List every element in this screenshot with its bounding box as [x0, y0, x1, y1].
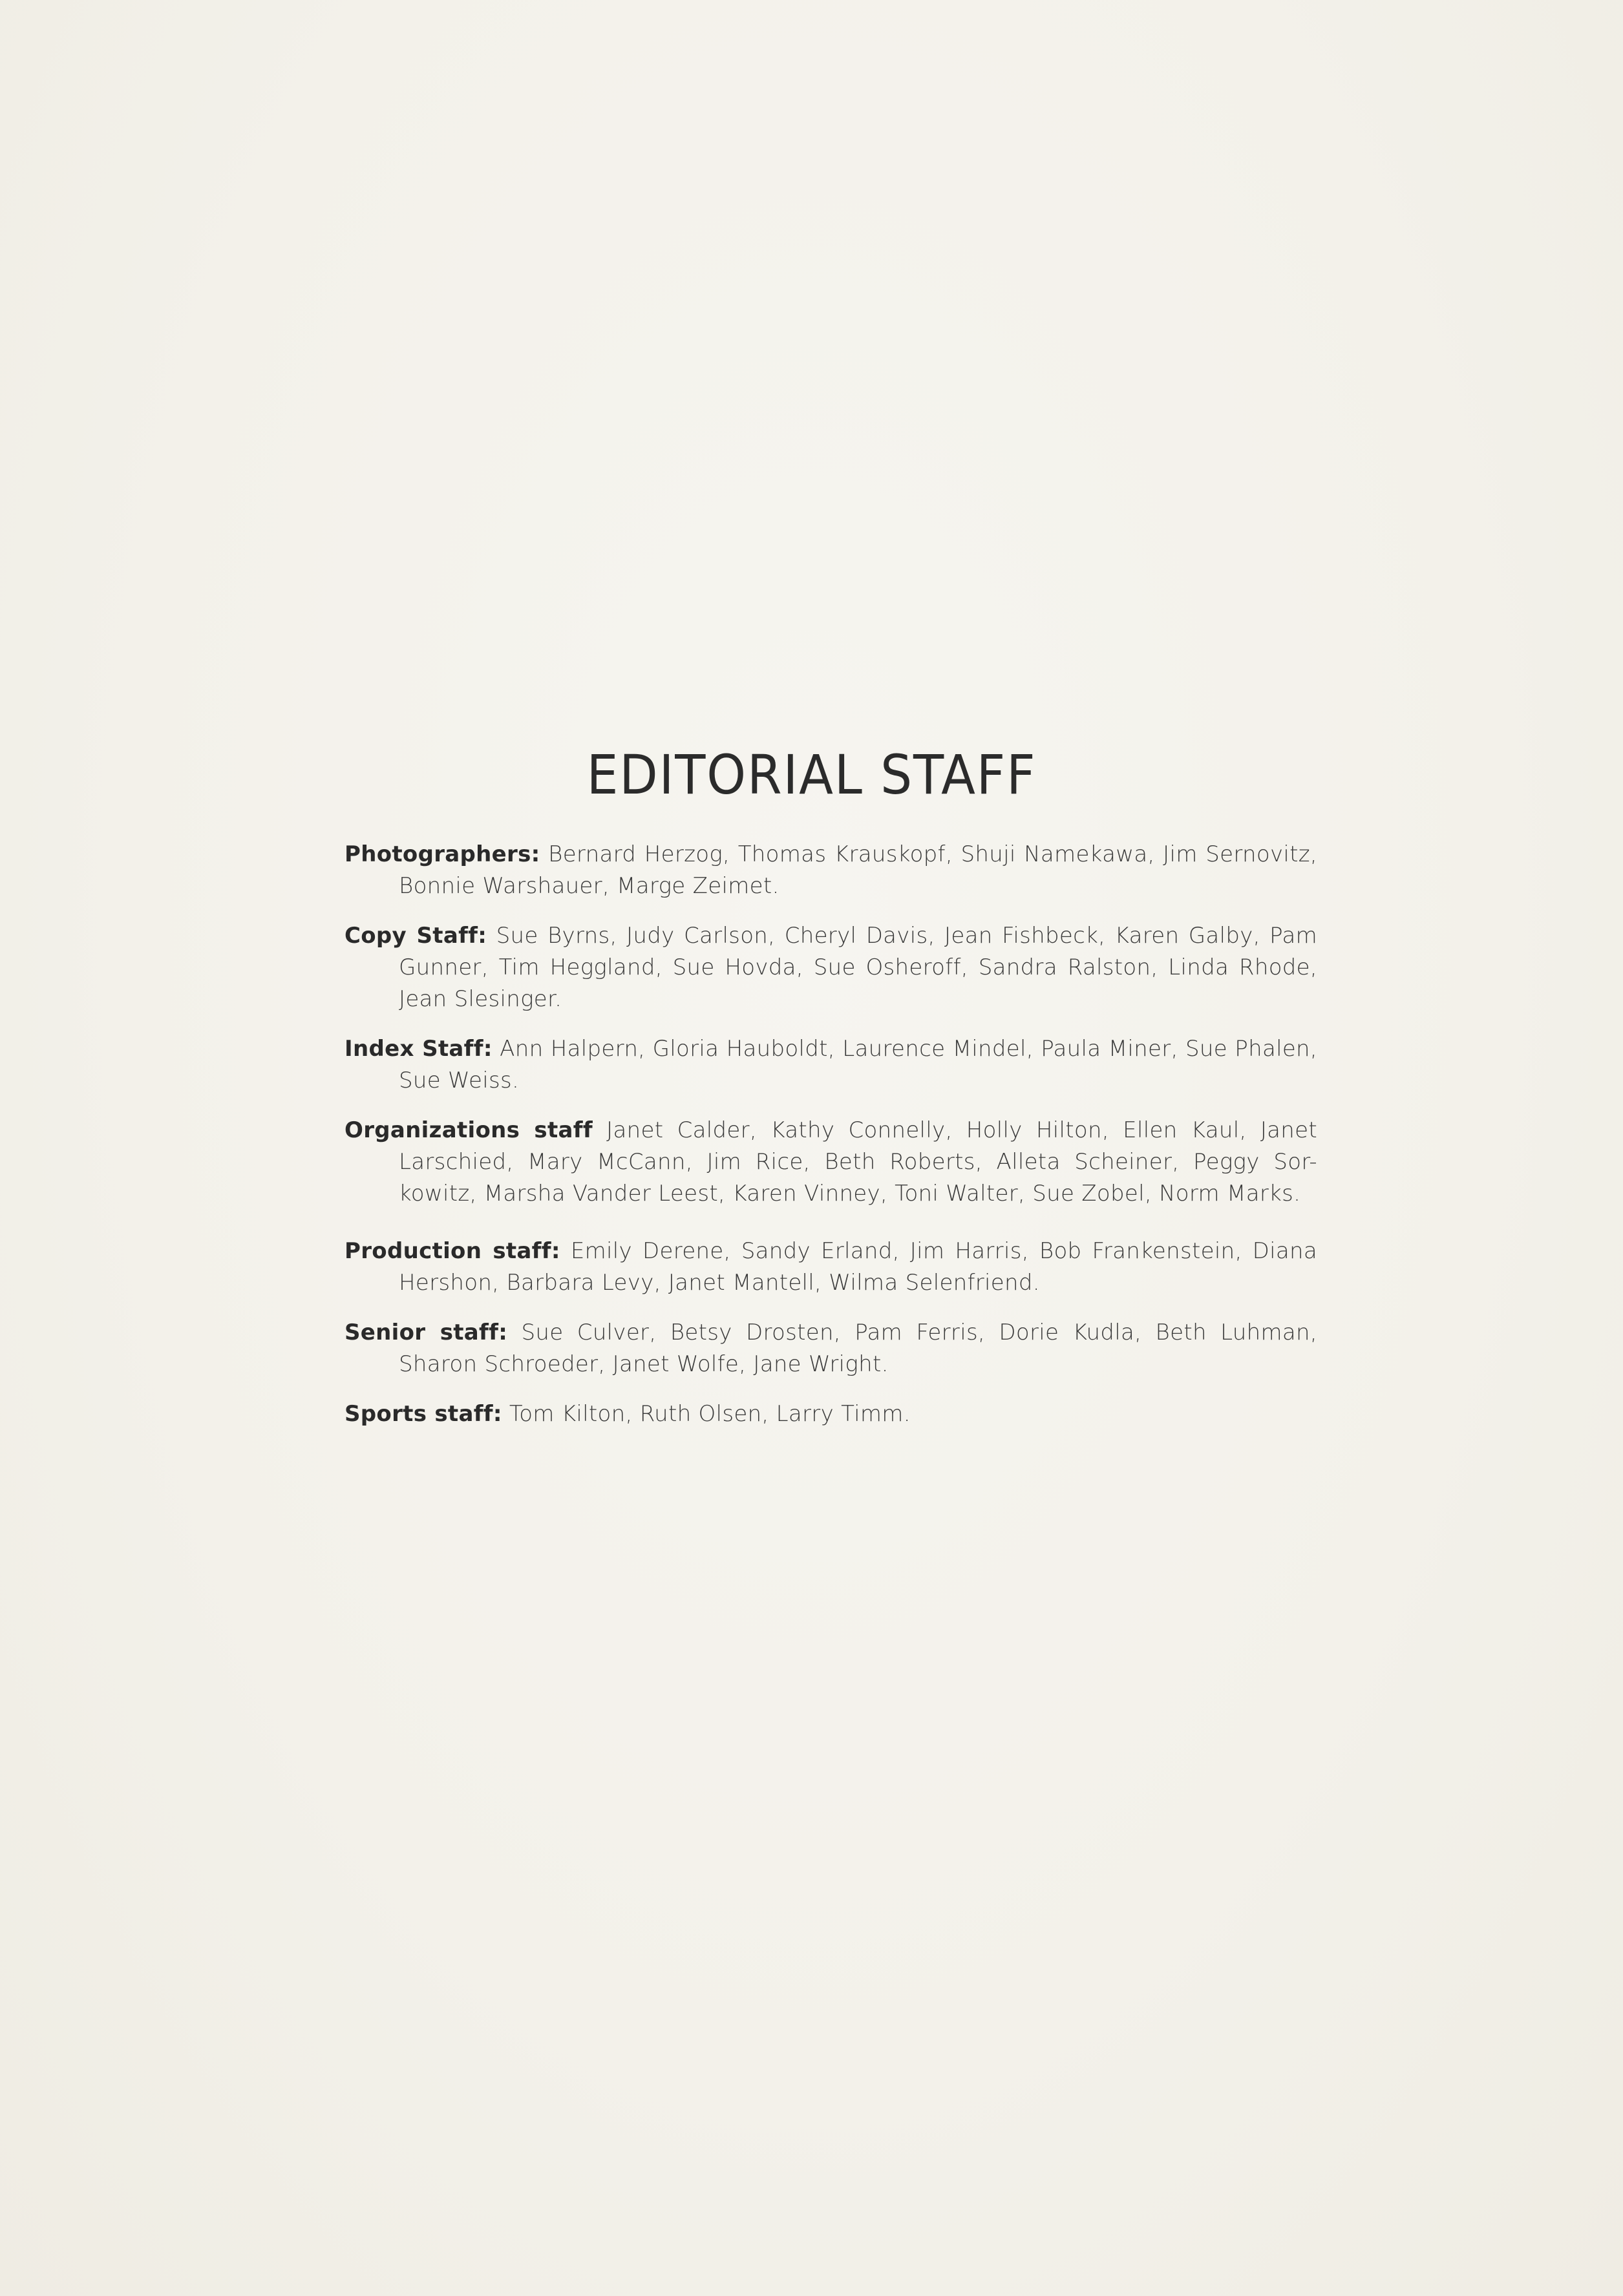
- staff-entry-label: Photographers:: [345, 841, 540, 867]
- staff-entry-label: Production staff:: [345, 1238, 560, 1264]
- staff-list: [345, 839, 1317, 1448]
- staff-entry-organizations: [345, 1115, 1317, 1210]
- staff-entry-production: [345, 1236, 1317, 1299]
- staff-entry-names: Emily Derene, Sandy Erland, Jim Harris, Bob Frankenstein, Diana Hershon, Barbara Levy, Janet Mantell, Wilma Selenfriend.: [399, 1238, 1317, 1296]
- staff-entry-label: Sports staff:: [345, 1401, 502, 1427]
- staff-entry-label: Organizations staff: [345, 1117, 593, 1143]
- staff-entry-names: Sue Culver, Betsy Drosten, Pam Ferris, Dorie Kudla, Beth Luhman, Sharon Schroeder, Janet Wolfe, Jane Wright.: [399, 1320, 1318, 1377]
- staff-entry-label: Index Staff:: [345, 1036, 493, 1062]
- staff-entry-names: Bernard Herzog, Thomas Krauskopf, Shuji Namekawa, Jim Sernovitz, Bonnie Warshauer, Marge Zeimet.: [399, 841, 1318, 899]
- staff-entry-names: Janet Calder, Kathy Connelly, Holly Hilton, Ellen Kaul, Janet Larschied, Mary McCann, Jim Rice, Beth Roberts, Alleta Scheiner, Peggy Sor-kowitz, Marsha Vander Leest, Karen Vinney, Toni Walter, Sue Zobel, Norm Marks.: [399, 1117, 1317, 1206]
- staff-entry-sports: [345, 1398, 1317, 1430]
- page-title: EDITORIAL STAFF: [586, 743, 1037, 806]
- staff-entry-label: Senior staff:: [345, 1320, 508, 1345]
- staff-entry-label: Copy Staff:: [345, 923, 487, 949]
- staff-entry-senior: [345, 1317, 1317, 1380]
- staff-entry-copy: [345, 920, 1317, 1015]
- staff-entry-photographers: [345, 839, 1317, 902]
- staff-entry-names: Sue Byrns, Judy Carlson, Cheryl Davis, Jean Fishbeck, Karen Galby, Pam Gunner, Tim Heggland, Sue Hovda, Sue Osheroff, Sandra Ralston, Linda Rhode, Jean Slesinger.: [399, 923, 1317, 1012]
- staff-entry-names: Tom Kilton, Ruth Olsen, Larry Timm.: [509, 1401, 911, 1427]
- staff-entry-index: [345, 1033, 1317, 1097]
- staff-entry-names: Ann Halpern, Gloria Hauboldt, Laurence Mindel, Paula Miner, Sue Phalen, Sue Weiss.: [399, 1036, 1318, 1093]
